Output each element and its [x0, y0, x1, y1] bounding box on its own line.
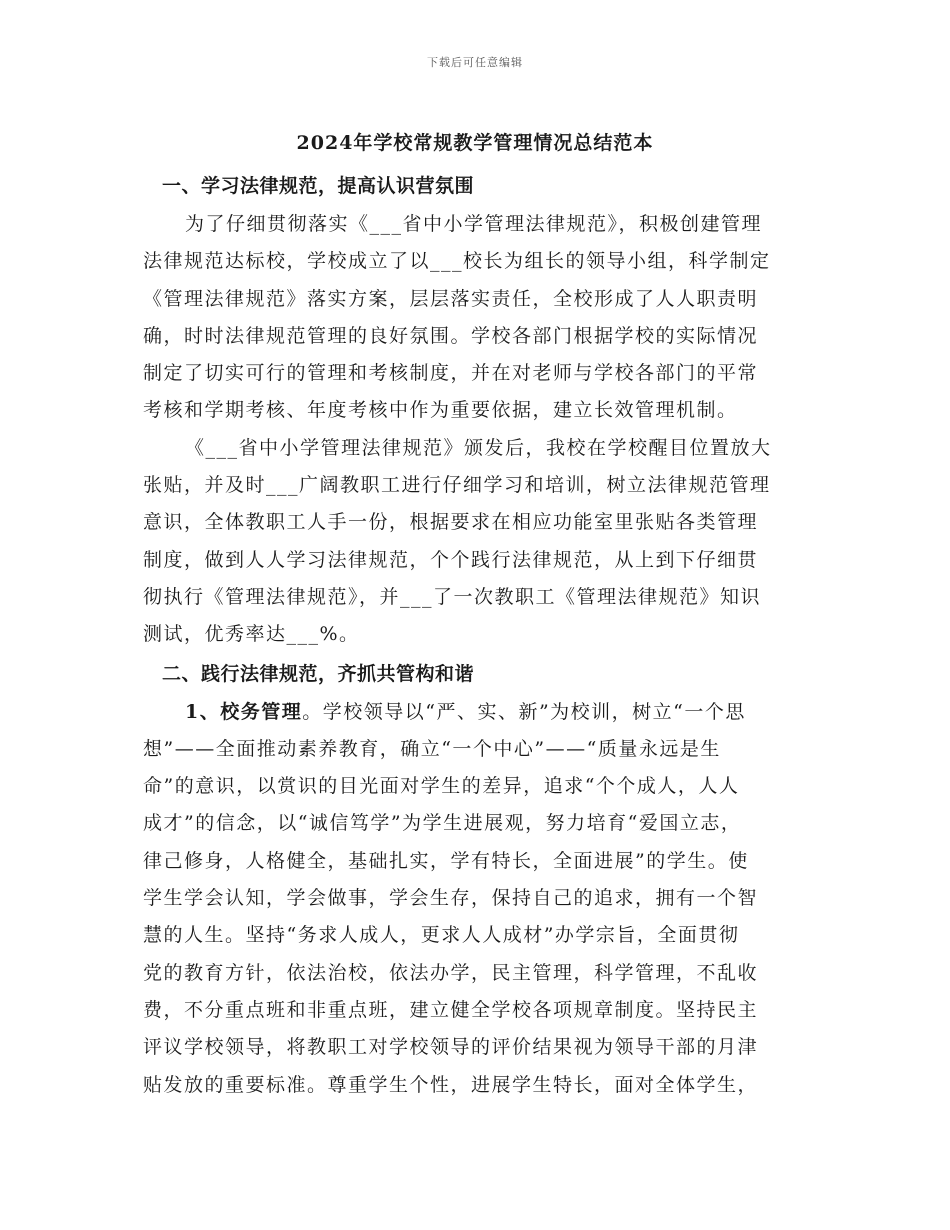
text-line: [143, 694, 813, 731]
text-line: 制定了切实可行的管理和考核制度，并在对老师与学校各部门的平常: [143, 362, 759, 385]
text-line: 评议学校领导，将教职工对学校领导的评价结果视为领导干部的月津: [143, 1036, 759, 1059]
section-heading-2: 二、践行法律规范，齐抓共管构和谐: [162, 662, 475, 685]
text-line: 《___省中小学管理法律规范》颁发后，我校在学校醒目位置放大: [185, 436, 772, 459]
text-line: 确，时时法律规范管理的良好氛围。学校各部门根据学校的实际情况: [143, 324, 759, 347]
text-line: 考核和学期考核、年度考核中作为重要依据，建立长效管理机制。: [143, 399, 738, 422]
text-run: 。学校领导以“严、实、新”为校训，树立“一个思: [302, 700, 746, 723]
section2-paragraph-1: [143, 694, 813, 1104]
section1-paragraph-2: [143, 430, 813, 654]
text-line: 党的教育方针，依法治校，依法办学，民主管理，科学管理，不乱收: [143, 961, 759, 984]
text-line: 命”的意识，以赏识的目光面对学生的差异，追求“个个成人，人人: [143, 775, 740, 798]
text-line: 测试，优秀率达___%。: [143, 623, 360, 646]
text-line: 想”——全面推动素养教育，确立“一个中心”——“质量永远是生: [143, 737, 721, 760]
text-line: 成才”的信念，以“诚信笃学”为学生进展观，努力培育“爱国立志，: [143, 812, 742, 835]
text-line: 律己修身，人格健全，基础扎实，学有特长，全面进展”的学生。使: [143, 849, 749, 872]
subsection-lead: 1、校务管理: [185, 700, 303, 723]
text-line: 《管理法律规范》落实方案，层层落实责任，全校形成了人人职责明: [143, 287, 759, 310]
section-heading-1: 一、学习法律规范，提高认识营氛围: [162, 175, 475, 197]
text-line: 意识，全体教职工人手一份，根据要求在相应功能室里张贴各类管理: [143, 511, 759, 534]
text-line: 为了仔细贯彻落实《___省中小学管理法律规范》，积极创建管理: [185, 213, 763, 235]
text-line: 彻执行《管理法律规范》，并___了一次教职工《管理法律规范》知识: [143, 585, 762, 608]
section1-paragraph-1: [143, 206, 813, 430]
document-body: [143, 166, 813, 1104]
text-line: 学生学会认知，学会做事，学会生存，保持自己的追求，拥有一个智: [143, 887, 759, 910]
text-line: 张贴，并及时___广阔教职工进行仔细学习和培训，树立法律规范管理: [143, 474, 771, 497]
text-line: 贴发放的重要标准。尊重学生个性，进展学生特长，面对全体学生，: [143, 1073, 759, 1096]
text-line: 费，不分重点班和非重点班，建立健全学校各项规章制度。坚持民主: [143, 998, 759, 1021]
document-title: 2024年学校常规教学管理情况总结范本: [296, 132, 654, 154]
text-line: 制度，做到人人学习法律规范，个个践行法律规范，从上到下仔细贯: [143, 548, 759, 571]
text-line: 慧的人生。坚持“务求人成人，更求人人成材”办学宗旨，全面贯彻: [143, 924, 740, 947]
header-note: 下载后可任意编辑: [427, 56, 523, 69]
text-line: 法律规范达标校，学校成立了以___校长为组长的领导小组，科学制定: [143, 250, 771, 273]
